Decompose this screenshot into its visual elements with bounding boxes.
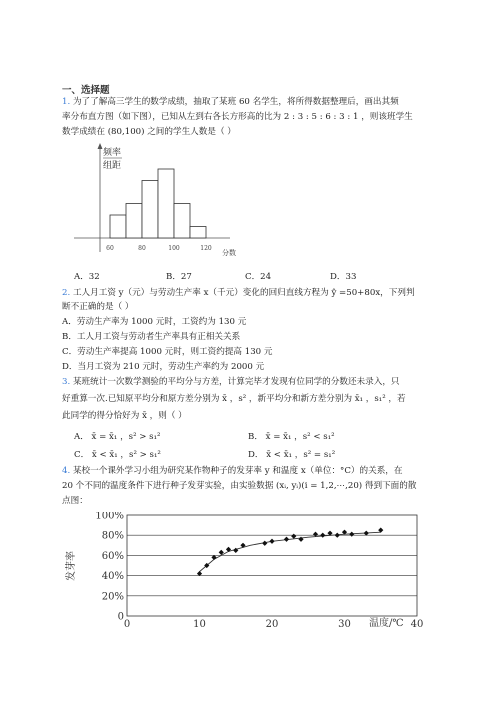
scatter-xtick-label: 0 (123, 619, 131, 630)
hist-ylabel-bottom: 组距 (103, 161, 122, 171)
scatter-ytick-label: 0 (117, 611, 124, 623)
q4-line-3: 点图： (62, 496, 88, 506)
hist-xtick: 100 (168, 245, 180, 252)
q1-option-a[interactable]: A．32 (74, 272, 100, 282)
q1-option-c[interactable]: C．24 (245, 272, 272, 282)
scatter-xtick-label: 10 (193, 619, 206, 630)
scatter-ytick-label: 60% (101, 550, 124, 562)
q4-line-1: 4. 某校一个课外学习小组为研究某作物种子的发芽率 y 和温度 x（单位：°C）的关系，在 (62, 466, 403, 476)
hist-bar (190, 227, 206, 239)
q2-option-c[interactable]: C．劳动生产率提高 1000 元时，则工资约提高 130 元 (62, 347, 273, 357)
q3-option-a[interactable]: A． x̄ = x̄₁ ，s² > s₁² (74, 432, 161, 442)
q3-line-1: 3. 某班统计一次数学测验的平均分与方差，计算完毕才发现有位同学的分数还未录入，只 (62, 377, 400, 387)
hist-bar (110, 215, 126, 238)
hist-bar (174, 204, 190, 239)
hist-bar (158, 169, 174, 238)
q1-line-3: 数学成绩在 (80,100) 之间的学生人数是（ ） (62, 127, 236, 137)
scatter-xlabel: 温度/℃ (369, 618, 404, 629)
q1-option-b[interactable]: B．27 (166, 272, 192, 282)
q3-option-c[interactable]: C． x̄ < x̄₁ ，s² > s₁² (74, 450, 161, 460)
scatter-xtick-label: 20 (265, 619, 279, 630)
scatter-point (269, 539, 274, 544)
scatter-point (262, 541, 267, 546)
hist-xtick: 80 (138, 245, 146, 252)
scatter-ytick-label: 40% (101, 571, 124, 583)
q1-option-d[interactable]: D．33 (330, 272, 357, 282)
hist-y-arrow-icon (98, 143, 103, 149)
frequency-histogram (70, 142, 240, 262)
q2-option-d[interactable]: D．当月工资为 210 元时，劳动生产率约为 2000 元 (62, 362, 265, 372)
scatter-xtick-label: 40 (410, 619, 424, 630)
scatter-ytick-label: 100% (95, 512, 124, 522)
q4-line-2: 20 个不同的温度条件下进行种子发芽实验，由实验数据 (xᵢ, yᵢ)(i = 1,2,⋯,20) 得到下面的散 (62, 481, 417, 491)
q2-line-2: 断不正确的是（ ） (62, 302, 134, 312)
scatter-gridlines (127, 535, 417, 596)
scatter-ylabel: 发芽率 (66, 551, 77, 581)
scatter-ytick-label: 80% (101, 530, 124, 542)
scatter-point (335, 533, 340, 538)
scatter-trend-curve (200, 532, 381, 571)
hist-bar (142, 181, 158, 239)
scatter-plot-frame (127, 515, 417, 616)
hist-xlabel: 分数 (222, 249, 236, 257)
q3-line-2: 好重算一次.已知原平均分和原方差分别为 x̄ ，s² ，新平均分和新方差分别为 x̄₁ ，s₁² ，若 (62, 394, 406, 404)
q2-option-b[interactable]: B．工人月工资与劳动者生产率具有正相关关系 (62, 332, 241, 342)
q3-option-d[interactable]: D． x̄ < x̄₁ ，s² = s₁² (248, 450, 336, 460)
scatter-ytick-label: 20% (101, 591, 124, 603)
hist-bars (110, 169, 206, 238)
q3-option-b[interactable]: B． x̄ = x̄₁ ，s² < s₁² (248, 432, 335, 442)
hist-ylabel-top: 频率 (103, 148, 122, 158)
scatter-point (291, 534, 296, 539)
scatter-point (320, 533, 325, 538)
scatter-point (284, 537, 289, 542)
hist-xtick: 60 (106, 245, 114, 252)
q2-line-1: 2. 工人月工资 y（元）与劳动生产率 x（千元）变化的回归直线方程为 ŷ =50+80x，下列判 (62, 288, 415, 298)
q2-option-a[interactable]: A．劳动生产率为 1000 元时，工资约为 130 元 (62, 317, 247, 327)
scatter-xtick-label: 30 (338, 619, 351, 630)
q1-line-1: 1. 为了了解高三学生的数学成绩，抽取了某班 60 名学生，将所得数据整理后，画出其频 (62, 97, 399, 107)
q1-line-2: 率分布直方图（如下图），已知从左到右各长方形高的比为 2 : 3 : 5 : 6 : 3 : 1 ，则该班学生 (62, 112, 413, 122)
scatter-point (349, 532, 354, 537)
scatter-plot (60, 512, 436, 630)
hist-bar (126, 204, 142, 239)
hist-xtick: 120 (200, 245, 212, 252)
scatter-y-ticks (95, 512, 124, 623)
section-title: 一、选择题 (62, 85, 110, 96)
q3-line-3: 此同学的得分恰好为 x̄ ，则（ ） (62, 411, 187, 421)
scatter-points (197, 528, 383, 577)
